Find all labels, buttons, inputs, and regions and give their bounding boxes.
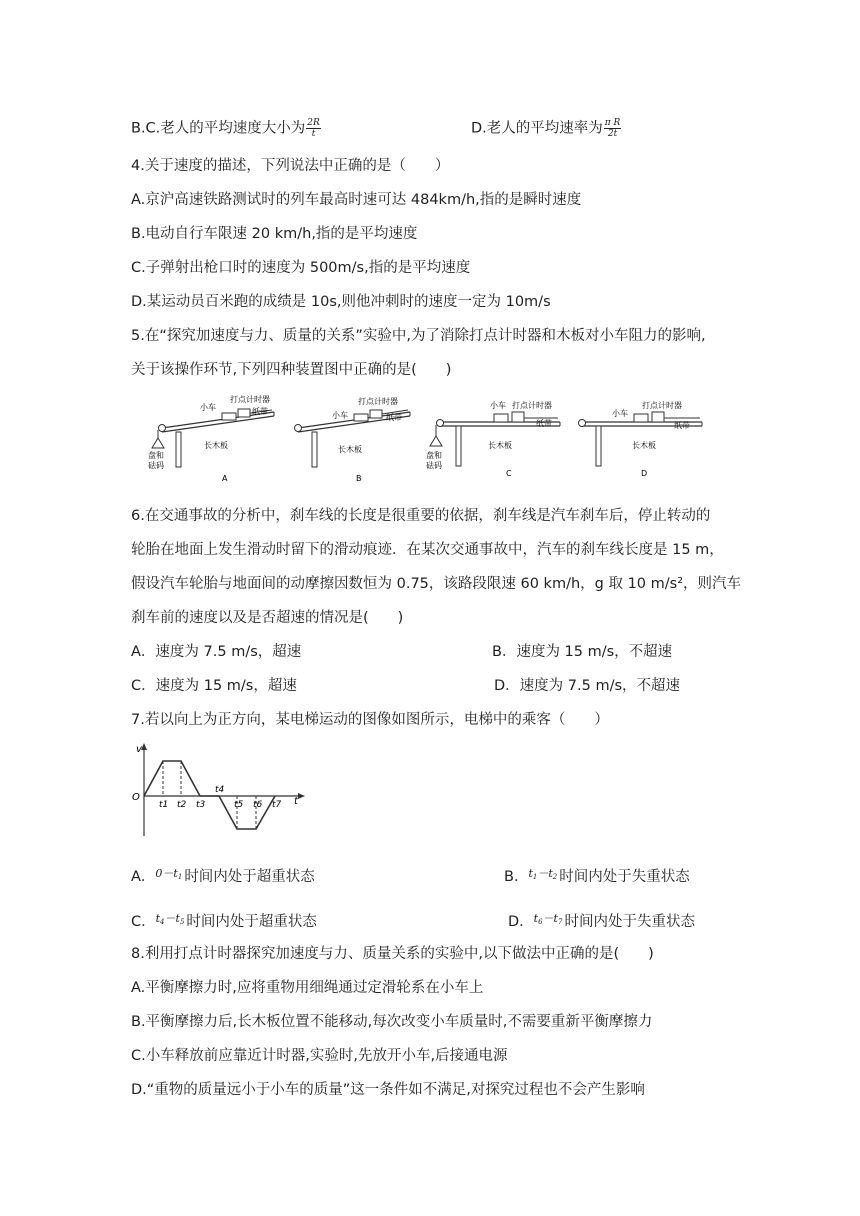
fig-d-board-label: 长木板 — [632, 441, 656, 450]
q3-option-d-text: D.老人的平均速率为 — [471, 120, 603, 137]
q3-option-d-fraction: $\frac{\text{π R}}{2t}$ — [604, 118, 621, 139]
fig-c-tape-label: 纸带 — [536, 419, 552, 428]
fig-a-car-label: 小车 — [200, 403, 216, 412]
q6-stem-line3: 假设汽车轮胎与地面间的动摩擦因数恒为 0.75，该路段限速 60 km/h，g 取 10 m/s²，则汽车 — [131, 576, 742, 592]
tick-t4: t4 — [215, 785, 225, 795]
tick-t3: t3 — [196, 800, 206, 810]
tick-t6: t6 — [253, 800, 263, 810]
fig-c-timer-label: 打点计时器 — [512, 401, 552, 410]
q5-stem-line2: 关于该操作环节,下列四种装置图中正确的是( ) — [131, 362, 452, 378]
q7-option-b-text: 时间内处于失重状态 — [559, 869, 690, 885]
fig-a-tape-label: 纸带 — [252, 407, 268, 416]
q8-option-c: C.小车释放前应靠近计时器,实验时,先放开小车,后接通电源 — [131, 1048, 508, 1064]
fig-d-tape-label: 纸带 — [674, 421, 690, 430]
apparatus-figure-d — [579, 400, 703, 478]
q6-option-c: C．速度为 15 m/s，超速 — [131, 678, 297, 694]
q7-option-d-text: 时间内处于失重状态 — [564, 914, 695, 930]
tick-t1: t1 — [159, 800, 169, 810]
fig-d-timer-label: 打点计时器 — [642, 401, 682, 410]
q4-option-c: C.子弹射出枪口时的速度为 500m/s,指的是平均速度 — [131, 260, 471, 276]
fig-a-board-label: 长木板 — [204, 441, 228, 450]
fig-b-timer-label: 打点计时器 — [358, 397, 398, 406]
q6-option-b: B．速度为 15 m/s，不超速 — [492, 644, 673, 660]
q3-option-d — [471, 118, 621, 139]
tick-t7: t7 — [272, 800, 282, 810]
q7-option-c-text: 时间内处于超重状态 — [186, 914, 317, 930]
q7-velocity-time-graph — [126, 740, 310, 840]
q7-option-a-label: A． — [131, 869, 156, 885]
q6-option-d: D．速度为 7.5 m/s，不超速 — [494, 678, 681, 694]
q7-stem: 7.若以向上为正方向，某电梯运动的图像如图所示，电梯中的乘客（ ） — [131, 712, 609, 728]
fig-d-caption: D — [641, 469, 648, 478]
fig-a-weight-label-2: 砝码 — [148, 461, 164, 470]
fig-c-caption: C — [506, 469, 512, 478]
q7-option-b-label: B． — [504, 869, 529, 885]
q4-option-b: B.电动自行车限速 20 km/h,指的是平均速度 — [131, 226, 418, 242]
fig-a-weight-label-1: 盘和 — [148, 451, 164, 460]
tick-t5: t5 — [234, 800, 244, 810]
q7-option-b — [504, 864, 690, 887]
fig-c-car-label: 小车 — [490, 401, 506, 410]
q7-option-b-math: t1－t2 — [528, 867, 558, 881]
q8-option-b: B.平衡摩擦力后,长木板位置不能移动,每次改变小车质量时,不需要重新平衡摩擦力 — [131, 1014, 653, 1030]
y-axis-label: v — [136, 744, 142, 755]
q8-option-d: D.“重物的质量远小于小车的质量”这一条件如不满足,对探究过程也不会产生影响 — [131, 1082, 645, 1098]
q6-option-a: A．速度为 7.5 m/s，超速 — [131, 644, 302, 660]
apparatus-figure-a — [148, 394, 274, 483]
q6-stem-line4: 刹车前的速度以及是否超速的情况是( ) — [131, 610, 404, 626]
q7-option-c — [131, 909, 317, 932]
q7-option-d — [508, 909, 695, 932]
tick-t2: t2 — [177, 800, 187, 810]
x-axis-label: t — [294, 796, 298, 807]
q7-option-c-label: C． — [131, 914, 156, 930]
q6-stem-line2: 轮胎在地面上发生滑动时留下的滑动痕迹．在某次交通事故中，汽车的刹车线长度是 15 m， — [131, 542, 724, 558]
velocity-curve — [144, 761, 275, 829]
q4-stem: 4.关于速度的描述，下列说法中正确的是（ ） — [131, 158, 450, 174]
q8-option-a: A.平衡摩擦力时,应将重物用细绳通过定滑轮系在小车上 — [131, 980, 484, 996]
q5-apparatus-figures — [148, 392, 703, 484]
q7-option-a-math: 0－t1 — [155, 867, 183, 881]
q4-option-a: A.京沪高速铁路测试时的列车最高时速可达 484km/h,指的是瞬时速度 — [131, 192, 582, 208]
q7-option-a — [131, 864, 315, 887]
q7-option-d-math: t6－t7 — [533, 912, 563, 926]
fig-c-weight-label-1: 盘和 — [426, 451, 442, 460]
q7-option-c-math: t4－t5 — [155, 912, 185, 926]
fig-b-car-label: 小车 — [332, 411, 348, 420]
fig-b-tape-label: 纸带 — [386, 413, 402, 422]
fig-b-caption: B — [356, 474, 362, 483]
q3-option-c-fraction: $\frac{2R}{t}$ — [307, 118, 320, 139]
apparatus-figure-b — [295, 396, 411, 483]
fig-d-car-label: 小车 — [612, 409, 628, 418]
q4-option-d: D.某运动员百米跑的成绩是 10s,则他冲刺时的速度一定为 10m/s — [131, 294, 551, 310]
fig-b-board-label: 长木板 — [338, 445, 362, 454]
q3-option-c-text: B.C.老人的平均速度大小为 — [131, 120, 306, 137]
fig-c-board-label: 长木板 — [488, 441, 512, 450]
q7-option-a-text: 时间内处于超重状态 — [184, 869, 315, 885]
q3-option-c — [131, 118, 321, 139]
origin-label: O — [132, 792, 140, 803]
fig-a-caption: A — [222, 474, 228, 483]
q5-stem-line1: 5.在“探究加速度与力、质量的关系”实验中,为了消除打点计时器和木板对小车阻力的影响, — [131, 328, 706, 344]
fig-c-weight-label-2: 砝码 — [426, 461, 442, 470]
apparatus-figure-c — [426, 400, 560, 478]
q7-option-d-label: D． — [508, 914, 534, 930]
fig-a-timer-label: 打点计时器 — [230, 395, 270, 404]
q6-stem-line1: 6.在交通事故的分析中，刹车线的长度是很重要的依据，刹车线是汽车刹车后，停止转动的 — [131, 508, 711, 524]
q8-stem: 8.利用打点计时器探究加速度与力、质量关系的实验中,以下做法中正确的是( ) — [131, 946, 654, 962]
